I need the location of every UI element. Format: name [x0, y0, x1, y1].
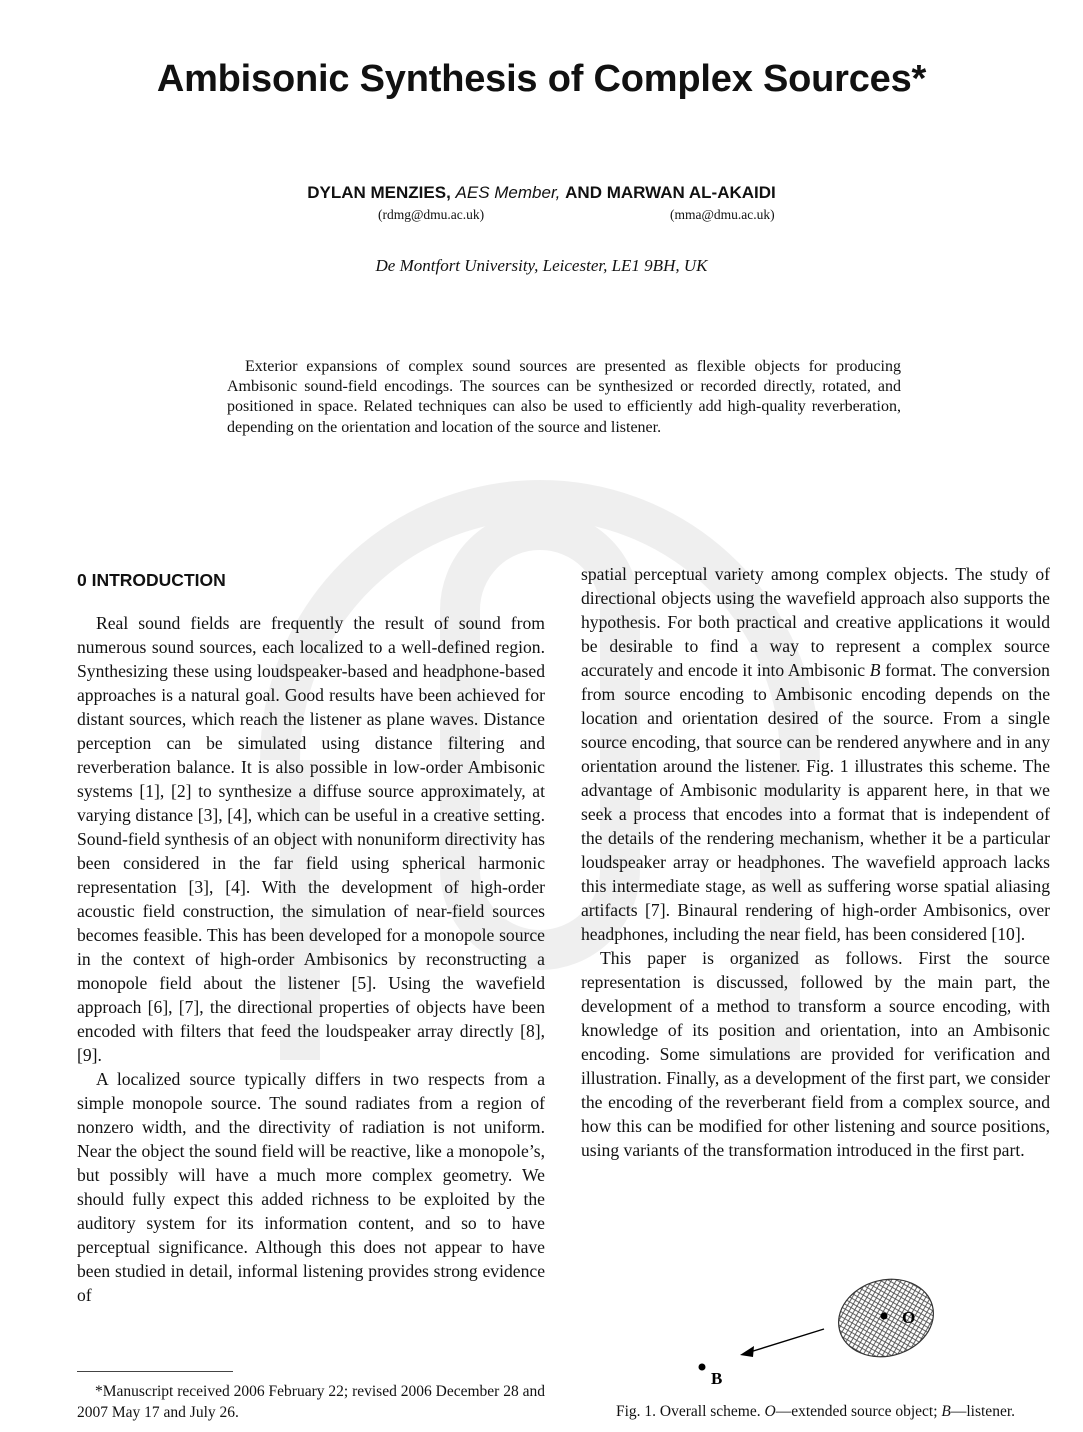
caption-prefix: Fig. 1. Overall scheme.: [615, 1403, 765, 1420]
intro-paragraph-2: A localized source typically differs in two respects from a simple monopole source. The sound radiates from a region of nonzero width, and the directivity of radiation is not uniform. Near the object the sound field will be reactive, like a monopole’s, but possibly will have a much more complex geometry. We should fully expect this added richness to be exploited by the auditory system for its information content, and so to have perceptual significance. Although this does not appear to have been studied in detail, informal listening provides strong evidence of: [77, 1069, 545, 1305]
source-label: O: [902, 1308, 916, 1327]
affiliation: De Montfort University, Leicester, LE1 9BH, UK: [375, 256, 708, 275]
footnote: *Manuscript received 2006 February 22; revised 2006 December 28 and 2007 May 17 and July 26.: [77, 1383, 545, 1421]
author-2-email: (mma@dmu.ac.uk): [670, 207, 775, 222]
author-conjunction: AND: [565, 183, 602, 202]
right-column: [581, 562, 1050, 1162]
paragraph-text-segment-2: format. The conversion from source encoding to Ambisonic encoding depends on the location and orientation desired of the source. From a single source encoding, that source can be rendered anywhere and in any orientation around the listener. Fig. 1 illustrates this scheme. The advantage of Ambisonic modularity is apparent here, in that we seek a process that encodes into a format that is independent of the details of the rendering mechanism, whether it be a particular loudspeaker array or headphones. The wavefield approach lacks this intermediate stage, as well as suffering worse spatial aliasing artifacts [7]. Binaural rendering of high-order Ambisonics, over headphones, including the near field, has been considered [10].: [581, 660, 1050, 944]
intro-paragraph-3: This paper is organized as follows. First the source representation is discussed, followed by the main part, the development of a method to transform a source encoding, with knowledge of its position and orientation, into an Ambisonic encoding. Some simulations are provided for verification and illustration. Finally, as a development of the first part, we consider the encoding of the reverberant field from a complex source, and how this can be modified for other listening and source positions, using variants of the transformation introduced in the first part.: [581, 948, 1050, 1160]
paragraph-text-segment-1: spatial perceptual variety among complex objects. The study of directional objects using the wavefield approach also supports the hypothesis. For both practical and creative applications it would be desirable to find a way to represent a complex source accurately and encode it into Ambisonic: [581, 564, 1050, 680]
author-2-name: MARWAN AL-AKAIDI: [606, 183, 776, 202]
author-1-name: DYLAN MENZIES,: [307, 183, 451, 202]
listener-label: B: [711, 1369, 723, 1388]
caption-end: —listener.: [950, 1403, 1016, 1420]
aes-member-note: AES Member,: [455, 183, 561, 202]
intro-paragraph-2-continued: [581, 562, 1050, 946]
figure-1-overall-scheme: [690, 1278, 950, 1396]
direction-arrow-line: [750, 1329, 824, 1352]
figure-1-caption: [581, 1403, 1050, 1421]
intro-paragraph-1: Real sound fields are frequently the result of sound from numerous sound sources, each localized to a well-defined region. Synthesizing these using loudspeaker-based and headphone-based approaches is a natural goal. Good results have been achieved for distant sources, which reach the listener as plane waves. Distance perception can be simulated using distance filtering and reverberation balance. It is also possible in low-order Ambisonic systems [1], [2] to synthesize a diffuse source approximately, at varying distance [3], [4], which can be useful in a creative setting. Sound-field synthesis of an object with nonuniform directivity has been considered in the far field using spherical harmonic representation [3], [4]. With the development of high-order acoustic field construction, the simulation of near-field sources becomes feasible. This has been developed for a monopole source in the context of high-order Ambisonics by reconstructing a monopole field about the listener [5]. Using the wavefield approach [6], [7], the directional properties of objects have been encoded with filters that feed the loudspeaker array directly [8], [9].: [77, 613, 545, 1065]
left-column: [77, 611, 545, 1307]
arrow-head: [740, 1346, 754, 1357]
caption-o: O: [764, 1403, 776, 1420]
listener-dot: [699, 1364, 706, 1371]
section-heading-introduction: 0 INTRODUCTION: [77, 570, 226, 590]
source-center-dot: [881, 1313, 888, 1320]
caption-middle: —extended source object;: [775, 1403, 942, 1420]
abstract: Exterior expansions of complex sound sources are presented as flexible objects for producing Ambisonic sound-field encodings. The sources can be synthesized or recorded directly, rotated, and positioned in space. Related techniques can also be used to efficiently add high-quality reverberation, depending on the orientation and location of the source and listener.: [227, 358, 901, 436]
paper-title: Ambisonic Synthesis of Complex Sources*: [156, 58, 927, 100]
caption-b: B: [941, 1403, 951, 1420]
author-1-email: (rdmg@dmu.ac.uk): [378, 207, 485, 222]
b-format-italic: B: [869, 660, 881, 680]
author-line: [0, 183, 1083, 203]
source-object-shape: [830, 1278, 942, 1367]
footnote-rule: [77, 1371, 233, 1372]
